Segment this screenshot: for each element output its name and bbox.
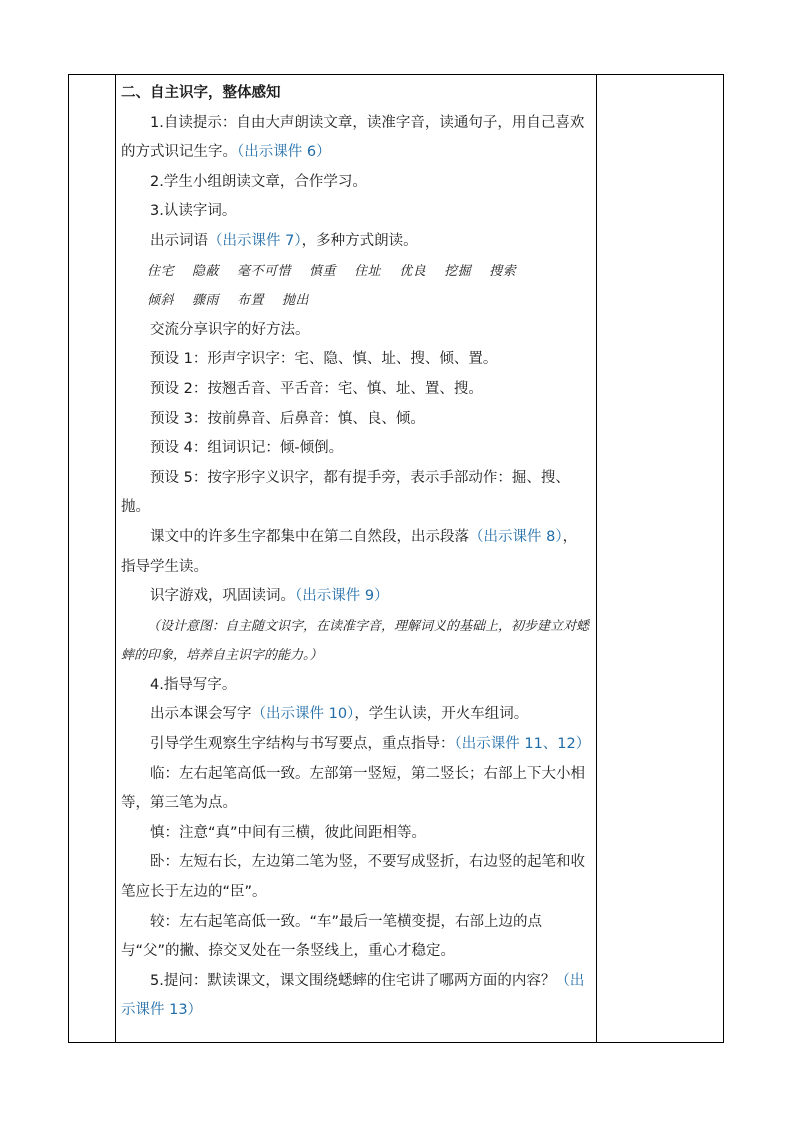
slide-reference: （出示课件 6） xyxy=(237,144,331,161)
vocab-word: 隐蔽 xyxy=(192,263,220,279)
vocab-word: 住址 xyxy=(354,263,382,279)
slide-reference: （出示课件 11、12） xyxy=(454,736,591,753)
vocab-word: 慎重 xyxy=(309,263,337,279)
paragraph: 卧：左短右长，左边第二笔为竖，不要写成竖折，右边竖的起笔和收笔应长于左边的“臣”。 xyxy=(121,854,585,901)
vocab-word: 搜索 xyxy=(489,263,517,279)
paragraph: 出示词语（出示课件 7），多种方式朗读。 xyxy=(150,232,418,249)
vocab-word: 抛出 xyxy=(282,293,310,309)
column-divider-left xyxy=(115,75,116,1042)
paragraph: 慎：注意“真”中间有三横，彼此间距相等。 xyxy=(150,824,427,841)
paragraph: 识字游戏，巩固读词。（出示课件 9） xyxy=(150,588,389,605)
paragraph: 3.认读字词。 xyxy=(150,203,237,220)
paragraph: 预设 2：按翘舌音、平舌音：宅、慎、址、置、搜。 xyxy=(150,380,483,397)
slide-reference: （出示课件 8） xyxy=(469,528,563,545)
column-divider-right xyxy=(596,75,597,1042)
slide-reference: （出示课件 9） xyxy=(295,588,389,605)
slide-reference: （出示课件 10） xyxy=(251,706,355,723)
paragraph: 4.指导写字。 xyxy=(150,676,237,693)
paragraph: 交流分享识字的好方法。 xyxy=(150,321,310,338)
paragraph: 1.自读提示：自由大声朗读文章，读准字音，读通句子，用自己喜欢的方式识记生字。（出示课件 6） xyxy=(121,114,585,161)
vocab-word: 骤雨 xyxy=(192,293,220,309)
paragraph: 引导学生观察生字结构与书写要点，重点指导：（出示课件 11、12） xyxy=(150,736,591,753)
vocab-word: 优良 xyxy=(399,263,427,279)
paragraph: 预设 1：形声字识字：宅、隐、慎、址、搜、倾、置。 xyxy=(150,351,498,368)
slide-reference: （出示课件 13） xyxy=(121,972,585,1019)
vocabulary-row-1 xyxy=(121,257,591,287)
paragraph: 出示本课会写字（出示课件 10），学生认读，开火车组词。 xyxy=(150,706,529,723)
lesson-content xyxy=(121,79,591,1026)
paragraph: 5.提问：默读课文，课文围绕蟋蟀的住宅讲了哪两方面的内容？（出示课件 13） xyxy=(121,972,585,1019)
paragraph: 临：左右起笔高低一致。左部第一竖短，第二竖长；右部上下大小相等，第三笔为点。 xyxy=(121,765,585,812)
paragraph: 预设 3：按前鼻音、后鼻音：慎、良、倾。 xyxy=(150,410,425,427)
paragraph: 较：左右起笔高低一致。“车”最后一笔横变提，右部上边的点与“父”的撇、捺交叉处在一条竖线上，重心才稳定。 xyxy=(121,913,543,960)
vocab-word: 挖掘 xyxy=(444,263,472,279)
section-heading: 二、自主识字，整体感知 xyxy=(121,85,281,101)
vocabulary-row-2 xyxy=(121,286,591,316)
paragraph: 课文中的许多生字都集中在第二自然段，出示段落（出示课件 8），指导学生读。 xyxy=(121,528,578,575)
paragraph: 预设 5：按字形字义识字，都有提手旁，表示手部动作：掘、搜、抛。 xyxy=(121,469,570,516)
lesson-plan-table xyxy=(68,74,724,1043)
vocab-word: 布置 xyxy=(237,293,265,309)
paragraph: 预设 4：组词识记：倾-倾倒。 xyxy=(150,440,344,457)
vocab-word: 毫不可惜 xyxy=(237,263,292,279)
slide-reference: （出示课件 7） xyxy=(208,232,302,249)
vocab-word: 住宅 xyxy=(147,263,175,279)
paragraph: 2.学生小组朗读文章，合作学习。 xyxy=(150,173,367,190)
design-intent-note: （设计意图：自主随文识字，在读准字音，理解词义的基础上，初步建立对蟋蟀的印象，培养自主识字的能力。） xyxy=(121,618,590,664)
vocab-word: 倾斜 xyxy=(147,293,175,309)
